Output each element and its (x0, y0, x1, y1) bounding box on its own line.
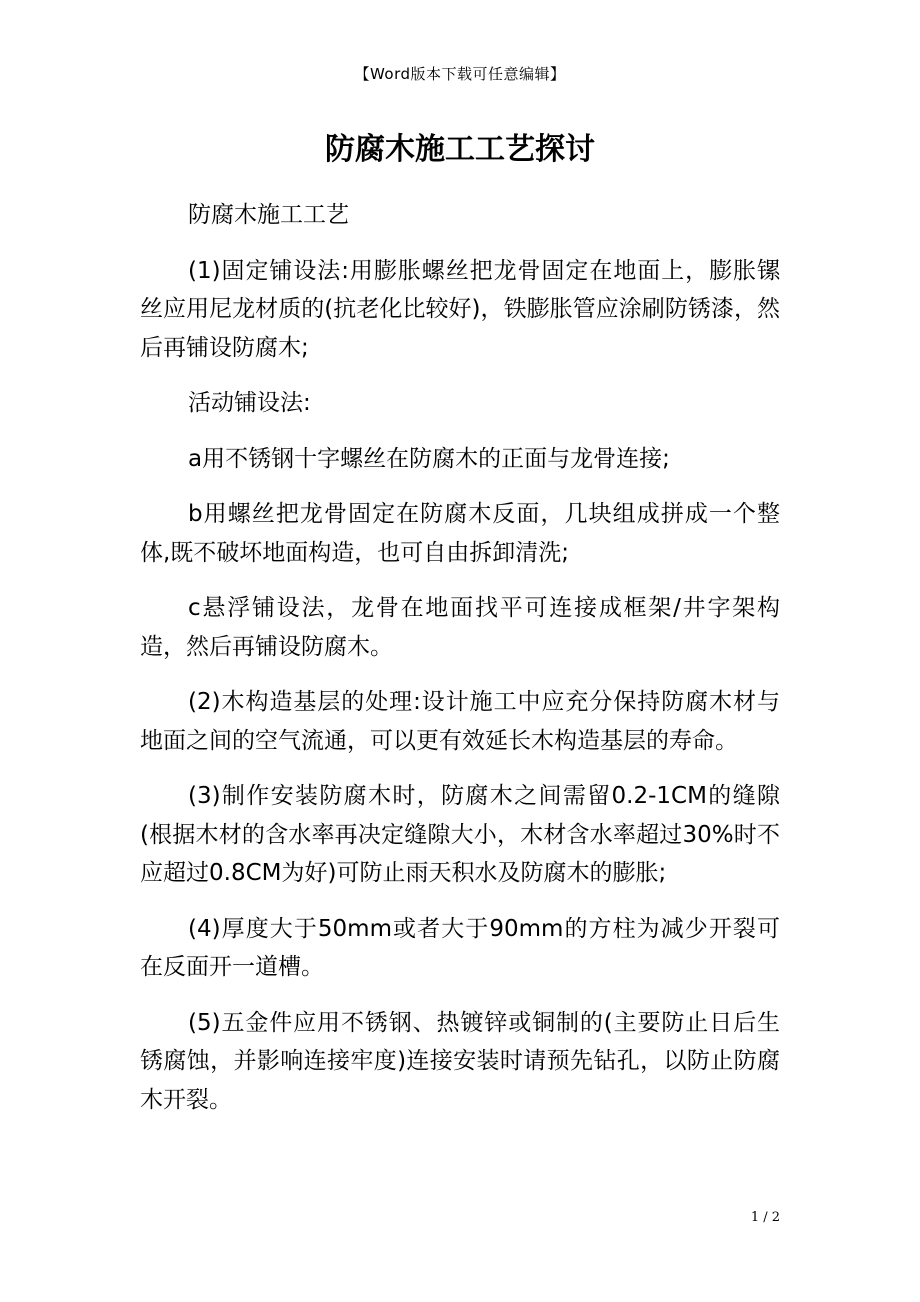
paragraph-thickness: (4)厚度大于50mm或者大于90mm的方柱为减少开裂可在反面开一道槽。 (140, 915, 780, 980)
document-body (140, 196, 780, 1136)
paragraph-item-c: c悬浮铺设法，龙骨在地面找平可连接成框架/井字架构造，然后再铺设防腐木。 (140, 595, 780, 660)
document-header: 【Word版本下载可任意编辑】 (354, 65, 566, 83)
paragraph-movable-laying: 活动铺设法: (188, 390, 311, 416)
paragraph-hardware: (5)五金件应用不锈钢、热镀锌或铜制的(主要防止日后生锈腐蚀，并影响连接牢度)连接安装时请预先钻孔，以防止防腐木开裂。 (140, 1009, 780, 1113)
paragraph-installation-gap: (3)制作安装防腐木时，防腐木之间需留0.2-1CM的缝隙(根据木材的含水率再决定缝隙大小，木材含水率超过30%时不应超过0.8CM为好)可防止雨天积水及防腐木的膨胀; (140, 783, 780, 886)
paragraph-base-treatment: (2)木构造基层的处理:设计施工中应充分保持防腐木材与地面之间的空气流通，可以更有效延长木构造基层的寿命。 (140, 689, 780, 754)
paragraph-subtitle: 防腐木施工工艺 (188, 202, 349, 228)
paragraph-item-a: a用不锈钢十字螺丝在防腐木的正面与龙骨连接; (188, 445, 670, 472)
page-number: 1 / 2 (750, 1210, 780, 1225)
document-title: 防腐木施工工艺探讨 (325, 132, 595, 167)
paragraph-fixed-laying: (1)固定铺设法:用膨胀螺丝把龙骨固定在地面上，膨胀镙丝应用尼龙材质的(抗老化比较好)，铁膨胀管应涂刷防锈漆，然后再铺设防腐木; (140, 257, 780, 361)
paragraph-item-b: b用螺丝把龙骨固定在防腐木反面，几块组成拼成一个整体,既不破坏地面构造，也可自由拆卸清洗; (140, 501, 780, 566)
